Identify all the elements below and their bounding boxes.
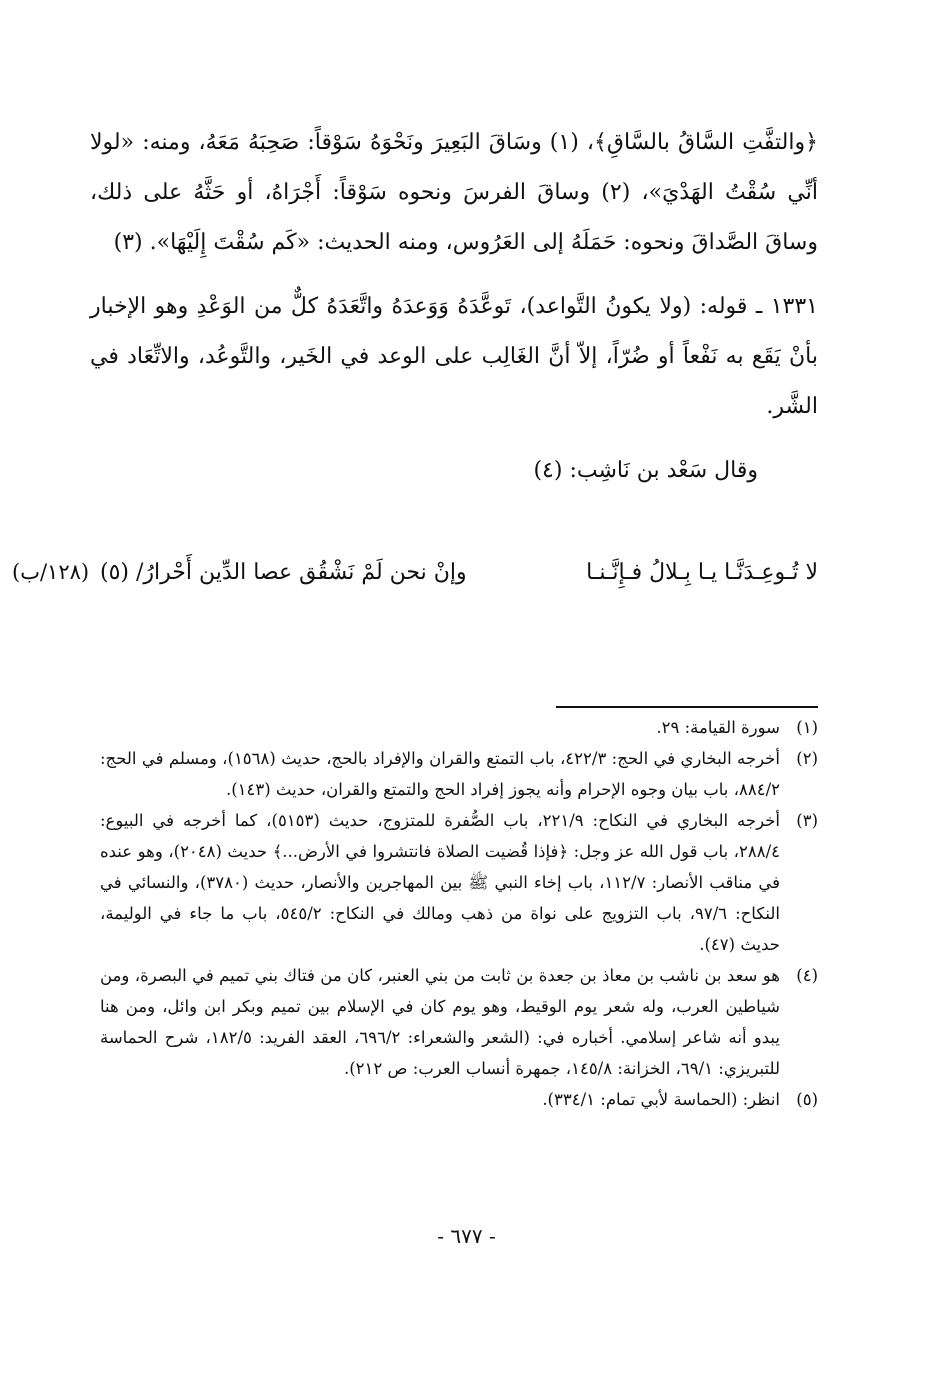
- main-text: [90, 118, 818, 496]
- footnote-number: (١): [796, 718, 818, 737]
- footnote-text: أخرجه البخاري في النكاح: ٢٢١/٩، باب الصُّفرة للمتزوج، حديث (٥١٥٣)، كما أخرجه في البيوع: ٢٨٨/٤، باب قول الله عز وجل: ﴿فإذا قُضيت الصلاة فانتشروا في الأرض...﴾ حديث (٢٠٤٨)، وهو عنده في مناقب الأنصار: ١١٢/٧، باب إخاء النبي ﷺ بين المهاجرين والأنصار، حديث (٣٧٨٠)، والنسائي في النكاح: ٩٧/٦، باب التزويج على نواة من ذهب ومالك في النكاح: ٥٤٥/٢، باب ما جاء في الوليمة، حديث (٤٧).: [100, 811, 781, 954]
- manuscript-folio-reference: (١٢٨/ب): [12, 560, 90, 584]
- verse-first-hemistich: لا تُـوعِـدَنَّـا يـا بِـلالُ فـإِنَّـنـا: [586, 560, 818, 585]
- paragraph-2: ١٣٣١ ـ قوله: (ولا يكونُ التَّواعد)، تَوعَّدَهُ وَوَعدَهُ واتَّعَدَهُ كلٌّ من الوَعْدِ وهو الإخبار بأنْ يَقَع به نَفْعاً أو ضُرّاً، إلاّ أنَّ الغَالِب على الوعد في الخَير، والتَّوعُد، والاتِّعَاد في الشَّر.: [90, 294, 818, 419]
- footnote-2: [100, 743, 818, 805]
- verse-intro: وقال سَعْد بن نَاشِب: (٤): [533, 458, 758, 483]
- page-number: - ٦٧٧ -: [437, 1224, 496, 1248]
- footnote-number: (٤): [796, 966, 818, 985]
- footnote-text: انظر: (الحماسة لأبي تمام: ٣٣٤/١).: [542, 1090, 780, 1109]
- verse-second-hemistich: وإنْ نحن لَمْ نَشْقُق عصا الدِّين أَحْرارُ/ (٥): [100, 560, 467, 585]
- footnote-number: (٣): [796, 811, 818, 830]
- footnote-separator: [556, 706, 818, 708]
- footnote-number: (٢): [796, 749, 818, 768]
- footnote-text: سورة القيامة: ٢٩.: [656, 718, 780, 737]
- verse-line: [100, 546, 818, 606]
- footnote-number: (٥): [796, 1090, 818, 1109]
- footnote-4: [100, 960, 818, 1084]
- footnote-text: أخرجه البخاري في الحج: ٤٢٢/٣، باب التمتع والقران والإفراد بالحج، حديث (١٥٦٨)، ومسلم في الحج: ٨٨٤/٢، باب بيان وجوه الإحرام وأنه يجوز إفراد الحج والتمتع والقران، حديث (١٤٣).: [100, 749, 780, 799]
- footnote-5: [100, 1084, 818, 1115]
- footnotes: [100, 712, 818, 1115]
- footnote-1: [100, 712, 818, 743]
- footnote-text: هو سعد بن ناشب بن معاذ بن جعدة بن ثابت من بني العنبر، كان من فتاك بني تميم في البصرة، ومن شياطين العرب، وله شعر يوم الوقيط، وهو يوم كان في الإسلام بين تميم وبكر ابن وائل، ومن هنا يبدو أنه شاعر إسلامي. أخباره في: (الشعر والشعراء: ٦٩٦/٢، العقد الفريد: ١٨٢/٥، شرح الحماسة للتبريزي: ٦٩/١، الخزانة: ١٤٥/٨، جمهرة أنساب العرب: ص ٢١٢).: [100, 966, 781, 1078]
- footnote-3: [100, 805, 818, 960]
- paragraph-1: ﴿والتفَّتِ السَّاقُ بالسَّاقِ﴾، (١) وسَاقَ البَعِيرَ ونَحْوَهُ سَوْقاً: صَحِبَهُ مَعَهُ، ومنه: «لولا أنِّي سُقْتُ الهَدْيَ»، (٢) وساقَ الفرسَ ونحوه سَوْقاً: أَجْرَاهُ، أو حَثَّهُ على ذلك، وساقَ الصَّداقَ ونحوه: حَمَلَهُ إلى العَرُوس، ومنه الحديث: «كَم سُقْتَ إِلَيْهَا». (٣): [90, 130, 818, 255]
